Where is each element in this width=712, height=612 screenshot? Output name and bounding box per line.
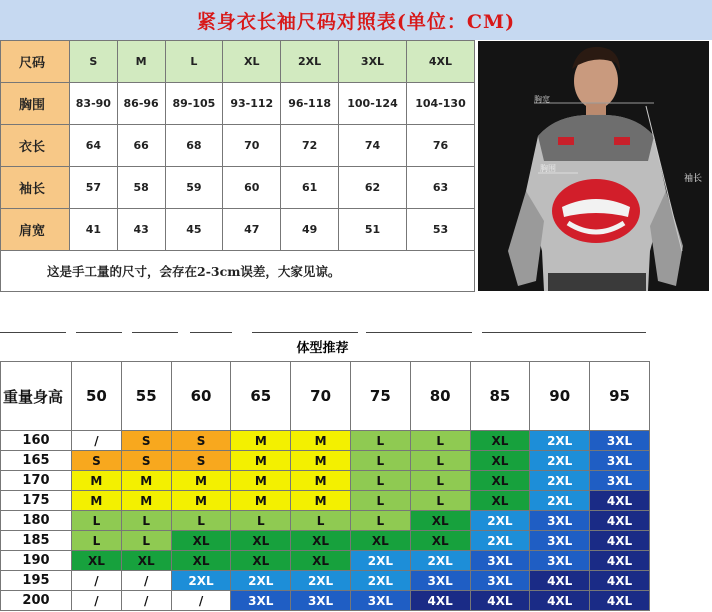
recommended-size-cell: 3XL <box>470 551 530 571</box>
size-cell: 93-112 <box>223 83 281 125</box>
recommended-size-cell: M <box>291 451 351 471</box>
weight-header-cell: 80 <box>410 362 470 431</box>
recommended-size-cell: L <box>231 511 291 531</box>
recommended-size-cell: M <box>171 491 231 511</box>
recommended-size-cell: M <box>291 491 351 511</box>
recommended-size-cell: XL <box>470 491 530 511</box>
size-header-cell: 2XL <box>281 41 339 83</box>
photo-label-sleeve: 袖长 <box>684 174 703 184</box>
recommended-size-cell: XL <box>72 551 122 571</box>
weight-header-cell: 55 <box>121 362 171 431</box>
recommended-size-cell: L <box>350 471 410 491</box>
size-row <box>1 167 475 209</box>
height-row <box>1 451 650 471</box>
size-row-label: 袖长 <box>1 167 70 209</box>
recommended-size-cell: 3XL <box>530 511 590 531</box>
recommended-size-cell: 4XL <box>530 591 590 611</box>
recommended-size-cell: L <box>72 511 122 531</box>
recommended-size-cell: 4XL <box>470 591 530 611</box>
size-cell: 86-96 <box>117 83 165 125</box>
size-cell: 43 <box>117 209 165 251</box>
recommended-size-cell: 4XL <box>530 571 590 591</box>
divider <box>482 332 646 333</box>
recommended-size-cell: M <box>231 431 291 451</box>
recommended-size-cell: S <box>121 451 171 471</box>
size-cell: 59 <box>165 167 223 209</box>
recommended-size-cell: 3XL <box>410 571 470 591</box>
recommended-size-cell: M <box>72 471 122 491</box>
size-cell: 83-90 <box>70 83 118 125</box>
size-cell: 47 <box>223 209 281 251</box>
height-row <box>1 551 650 571</box>
size-cell: 66 <box>117 125 165 167</box>
divider <box>190 332 232 333</box>
size-row <box>1 125 475 167</box>
height-label: 170 <box>1 471 72 491</box>
recommended-size-cell: 2XL <box>470 531 530 551</box>
recommended-size-cell: 3XL <box>590 431 650 451</box>
recommended-size-cell: L <box>350 451 410 471</box>
size-cell: 58 <box>117 167 165 209</box>
weight-header-cell: 50 <box>72 362 122 431</box>
weight-header-cell: 85 <box>470 362 530 431</box>
recommended-size-cell: M <box>121 491 171 511</box>
recommended-size-cell: XL <box>231 551 291 571</box>
recommended-size-cell: XL <box>350 531 410 551</box>
recommended-size-cell: 2XL <box>291 571 351 591</box>
recommended-size-cell: L <box>72 531 122 551</box>
recommended-size-cell: L <box>350 511 410 531</box>
recommended-size-cell: / <box>72 431 122 451</box>
size-cell: 96-118 <box>281 83 339 125</box>
weight-height-corner-label: 重量身高 <box>1 362 72 431</box>
size-row-label: 衣长 <box>1 125 70 167</box>
recommended-size-cell: 4XL <box>590 491 650 511</box>
divider <box>366 332 472 333</box>
recommended-size-cell: 4XL <box>410 591 470 611</box>
body-type-recommendation-table <box>0 361 650 611</box>
recommended-size-cell: XL <box>121 551 171 571</box>
weight-header-cell: 75 <box>350 362 410 431</box>
recommended-size-cell: 2XL <box>350 551 410 571</box>
size-note-row <box>1 251 475 292</box>
height-row <box>1 531 650 551</box>
recommended-size-cell: M <box>231 471 291 491</box>
recommended-size-cell: L <box>291 511 351 531</box>
weight-header-cell: 95 <box>590 362 650 431</box>
recommended-size-cell: L <box>410 471 470 491</box>
recommended-size-cell: M <box>291 471 351 491</box>
recommended-size-cell: 3XL <box>350 591 410 611</box>
divider <box>252 332 358 333</box>
recommended-size-cell: L <box>350 431 410 451</box>
recommended-size-cell: 3XL <box>590 451 650 471</box>
recommended-size-cell: 2XL <box>530 471 590 491</box>
recommended-size-cell: 4XL <box>590 511 650 531</box>
recommended-size-cell: L <box>171 511 231 531</box>
size-cell: 45 <box>165 209 223 251</box>
size-chart-table <box>0 40 475 292</box>
recommended-size-cell: 3XL <box>291 591 351 611</box>
size-cell: 89-105 <box>165 83 223 125</box>
recommended-size-cell: 2XL <box>350 571 410 591</box>
recommended-size-cell: S <box>171 431 231 451</box>
size-row <box>1 83 475 125</box>
recommended-size-cell: XL <box>231 531 291 551</box>
divider <box>132 332 178 333</box>
height-label: 185 <box>1 531 72 551</box>
size-cell: 104-130 <box>406 83 474 125</box>
recommended-size-cell: L <box>410 451 470 471</box>
recommended-size-cell: 2XL <box>231 571 291 591</box>
recommended-size-cell: 4XL <box>590 591 650 611</box>
size-header-cell: 4XL <box>406 41 474 83</box>
recommended-size-cell: 2XL <box>410 551 470 571</box>
recommended-size-cell: S <box>121 431 171 451</box>
recommended-size-cell: XL <box>470 451 530 471</box>
recommended-size-cell: XL <box>291 531 351 551</box>
recommended-size-cell: M <box>72 491 122 511</box>
size-cell: 76 <box>406 125 474 167</box>
size-cell: 53 <box>406 209 474 251</box>
weight-header-row <box>1 362 650 431</box>
height-row <box>1 511 650 531</box>
size-row-label: 肩宽 <box>1 209 70 251</box>
size-cell: 61 <box>281 167 339 209</box>
size-row-label: 尺码 <box>1 41 70 83</box>
photo-label-chest: 胸围 <box>540 164 556 173</box>
recommended-size-cell: / <box>171 591 231 611</box>
size-header-cell: XL <box>223 41 281 83</box>
recommended-size-cell: 2XL <box>530 431 590 451</box>
recommended-size-cell: / <box>72 571 122 591</box>
height-row <box>1 471 650 491</box>
recommended-size-cell: / <box>72 591 122 611</box>
height-row <box>1 591 650 611</box>
weight-header-cell: 70 <box>291 362 351 431</box>
recommended-size-cell: S <box>72 451 122 471</box>
size-header-cell: L <box>165 41 223 83</box>
size-header-cell: 3XL <box>339 41 407 83</box>
page-title: 紧身衣长袖尺码对照表(单位：CM) <box>0 0 712 40</box>
height-label: 160 <box>1 431 72 451</box>
recommended-size-cell: XL <box>470 431 530 451</box>
size-cell: 51 <box>339 209 407 251</box>
height-label: 190 <box>1 551 72 571</box>
size-header-cell: M <box>117 41 165 83</box>
recommended-size-cell: 2XL <box>530 491 590 511</box>
recommended-size-cell: XL <box>291 551 351 571</box>
recommended-size-cell: 3XL <box>231 591 291 611</box>
recommended-size-cell: M <box>231 491 291 511</box>
height-row <box>1 431 650 451</box>
size-cell: 100-124 <box>339 83 407 125</box>
recommend-title: 体型推荐 <box>296 341 349 356</box>
recommended-size-cell: L <box>121 511 171 531</box>
weight-header-cell: 60 <box>171 362 231 431</box>
recommended-size-cell: 4XL <box>590 551 650 571</box>
recommended-size-cell: 3XL <box>530 531 590 551</box>
recommended-size-cell: L <box>410 491 470 511</box>
size-cell: 70 <box>223 125 281 167</box>
recommended-size-cell: S <box>171 451 231 471</box>
recommended-size-cell: L <box>121 531 171 551</box>
height-row <box>1 491 650 511</box>
size-cell: 57 <box>70 167 118 209</box>
recommended-size-cell: 3XL <box>590 471 650 491</box>
recommended-size-cell: L <box>410 431 470 451</box>
size-row-label: 胸围 <box>1 83 70 125</box>
recommended-size-cell: M <box>171 471 231 491</box>
size-cell: 72 <box>281 125 339 167</box>
weight-header-cell: 65 <box>231 362 291 431</box>
measurement-note: 这是手工量的尺寸，会存在2-3cm误差，大家见谅。 <box>1 251 475 292</box>
size-row <box>1 209 475 251</box>
size-header-cell: S <box>70 41 118 83</box>
recommended-size-cell: M <box>291 431 351 451</box>
weight-header-cell: 90 <box>530 362 590 431</box>
size-cell: 62 <box>339 167 407 209</box>
height-label: 175 <box>1 491 72 511</box>
photo-label-chest-width: 胸宽 <box>534 95 550 104</box>
recommended-size-cell: M <box>231 451 291 471</box>
recommended-size-cell: XL <box>171 551 231 571</box>
model-illustration <box>478 41 709 291</box>
size-cell: 64 <box>70 125 118 167</box>
size-cell: 41 <box>70 209 118 251</box>
recommended-size-cell: 4XL <box>590 571 650 591</box>
recommended-size-cell: L <box>350 491 410 511</box>
height-label: 180 <box>1 511 72 531</box>
divider <box>76 332 122 333</box>
recommended-size-cell: 3XL <box>530 551 590 571</box>
recommended-size-cell: XL <box>470 471 530 491</box>
height-label: 200 <box>1 591 72 611</box>
model-photo <box>478 41 709 291</box>
height-label: 195 <box>1 571 72 591</box>
size-cell: 68 <box>165 125 223 167</box>
recommended-size-cell: XL <box>171 531 231 551</box>
size-cell: 49 <box>281 209 339 251</box>
recommended-size-cell: 4XL <box>590 531 650 551</box>
size-cell: 63 <box>406 167 474 209</box>
recommended-size-cell: 2XL <box>470 511 530 531</box>
recommended-size-cell: / <box>121 591 171 611</box>
size-cell: 60 <box>223 167 281 209</box>
recommended-size-cell: 2XL <box>171 571 231 591</box>
size-cell: 74 <box>339 125 407 167</box>
recommended-size-cell: XL <box>410 531 470 551</box>
divider <box>0 332 66 333</box>
recommended-size-cell: / <box>121 571 171 591</box>
recommended-size-cell: XL <box>410 511 470 531</box>
recommended-size-cell: 3XL <box>470 571 530 591</box>
size-row <box>1 41 475 83</box>
recommended-size-cell: 2XL <box>530 451 590 471</box>
height-label: 165 <box>1 451 72 471</box>
height-row <box>1 571 650 591</box>
recommended-size-cell: M <box>121 471 171 491</box>
